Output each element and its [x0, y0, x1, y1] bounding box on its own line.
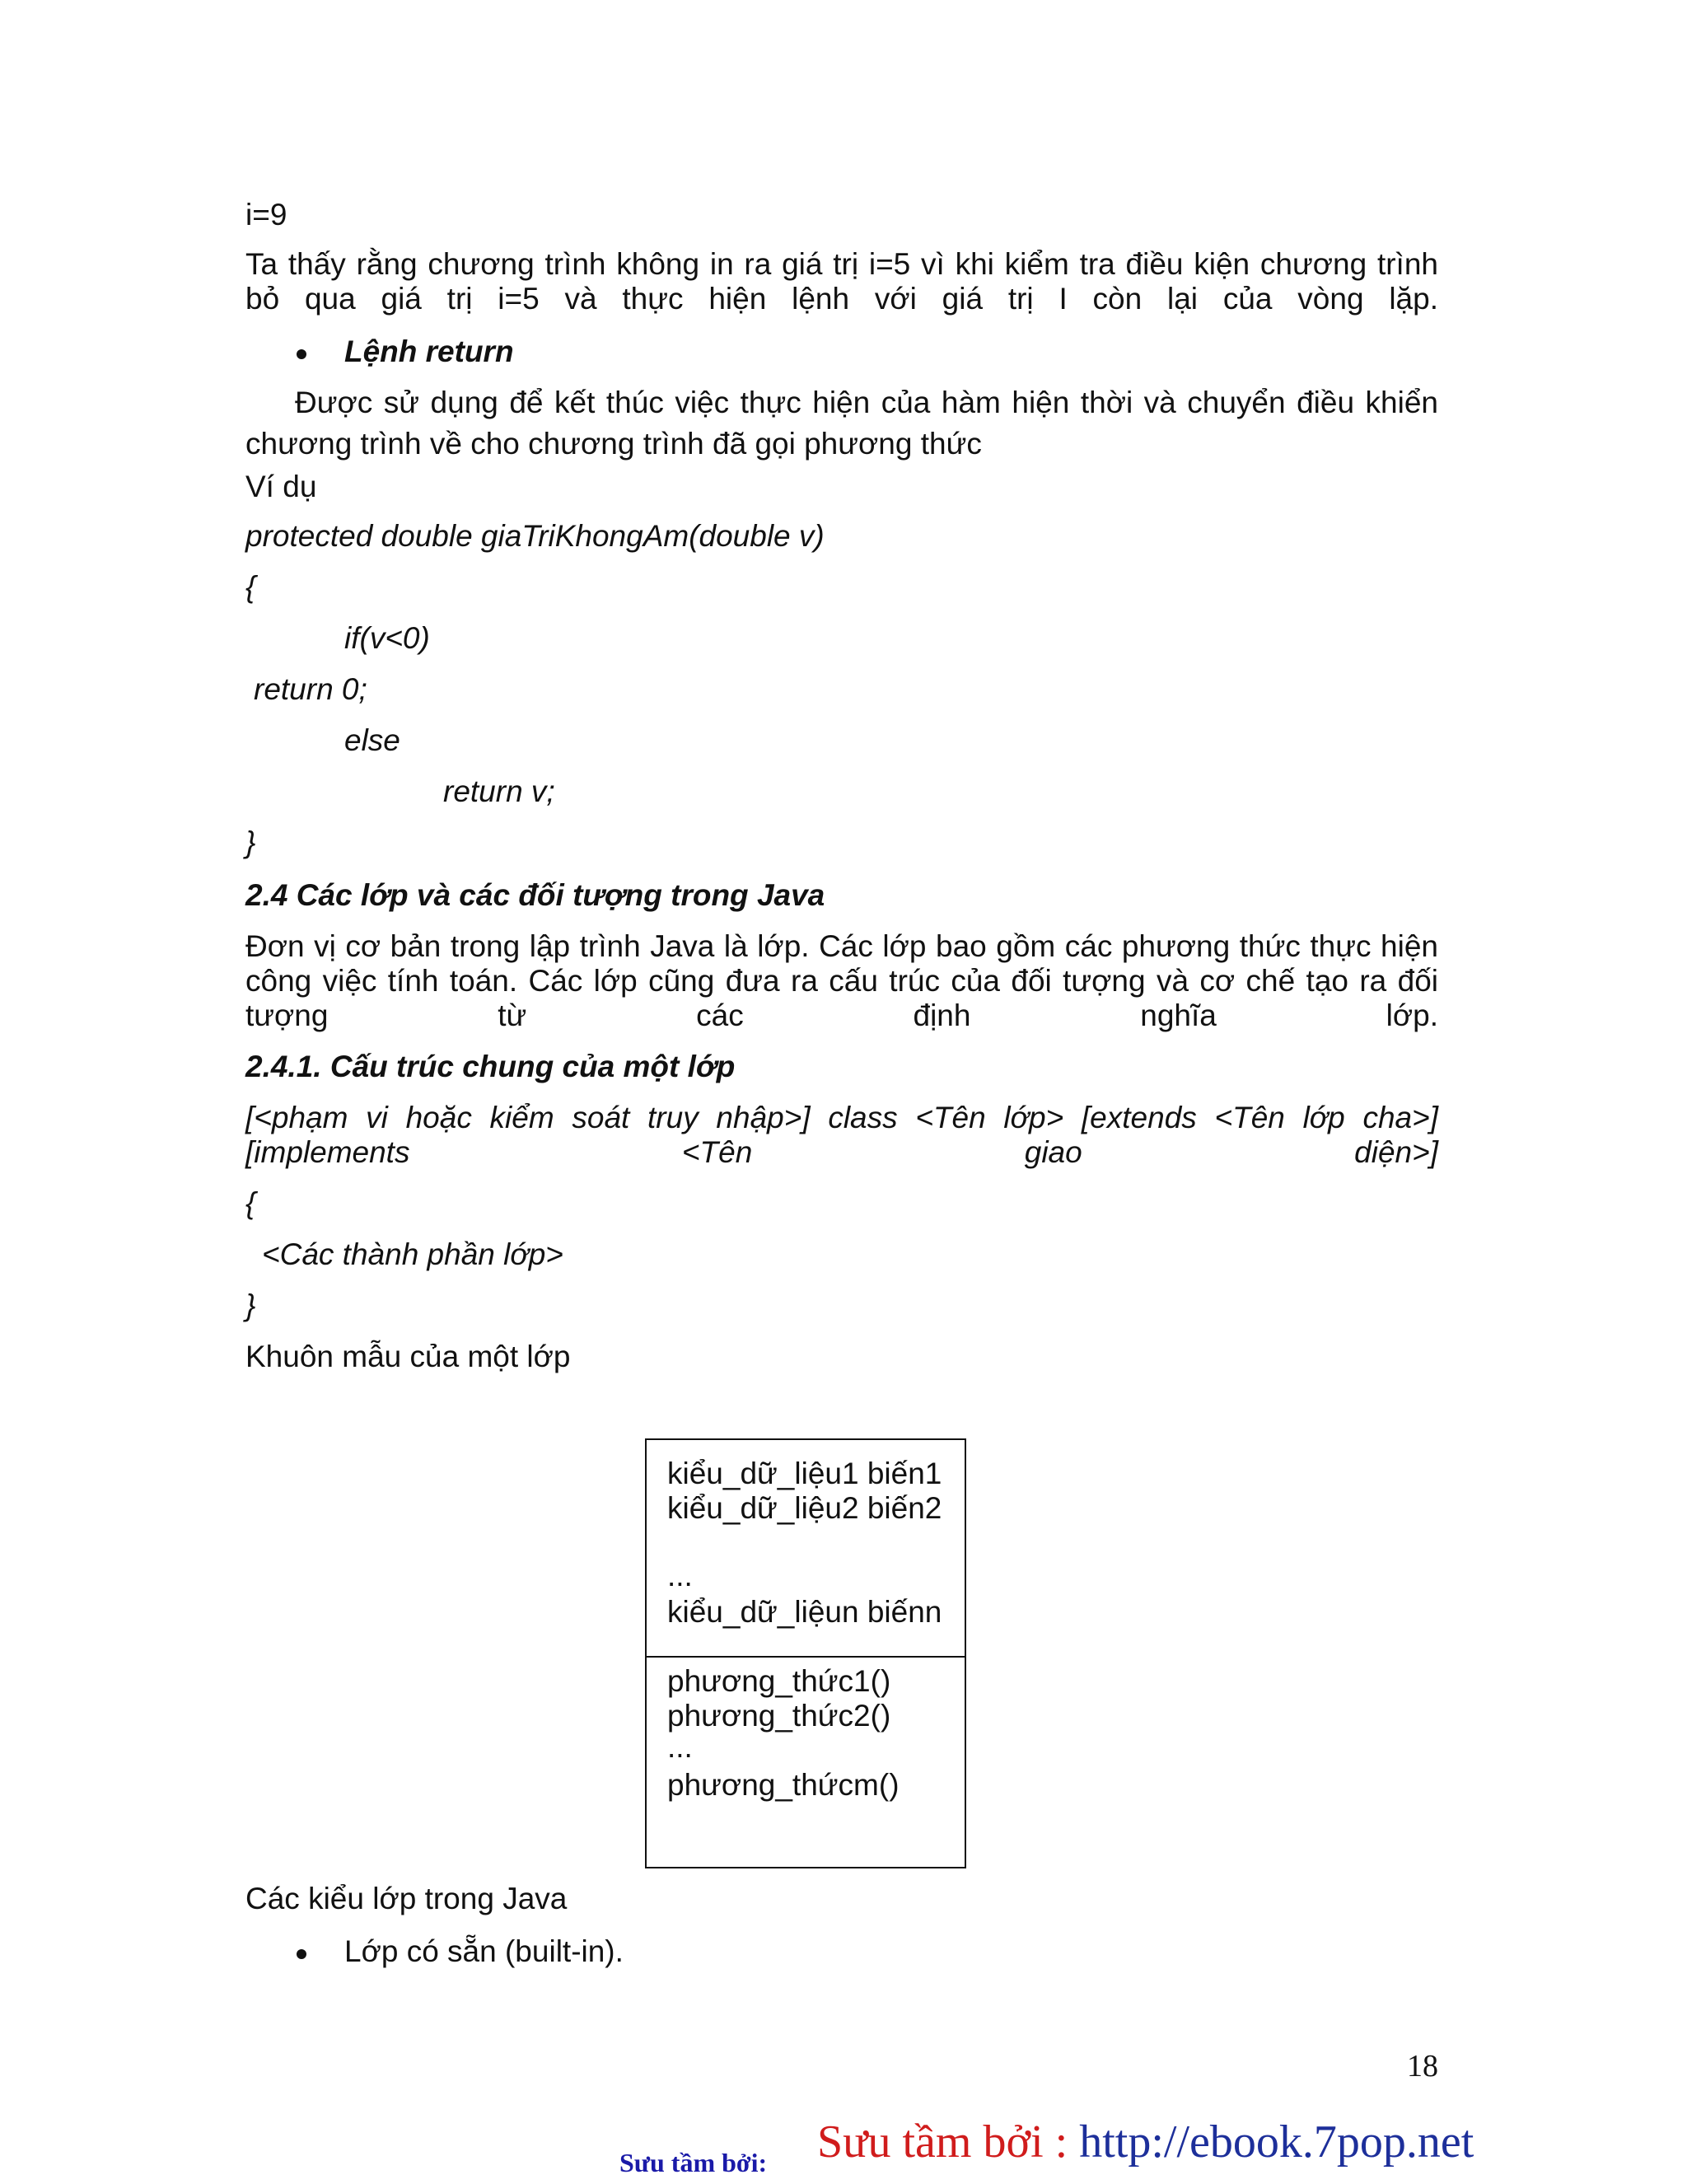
class-syntax: [<phạm vi hoặc kiểm soát truy nhập>] class <Tên lớp> [extends <Tên lớp cha>] [implements <Tên giao diện>] [245, 1101, 1438, 1169]
code-line: protected double giaTriKhongAm(double v) [245, 519, 825, 553]
bullet-builtin: Lớp có sẵn (built-in). [344, 1934, 624, 1968]
output-line-i9: i=9 [245, 198, 287, 231]
class-method: phương_thức1() [667, 1664, 891, 1698]
code-line: { [245, 1186, 256, 1220]
code-line: } [245, 1288, 256, 1322]
bullet-return-heading: Lệnh return [344, 334, 514, 368]
code-line: <Các thành phần lớp> [262, 1237, 563, 1271]
class-method: phương_thức2() [667, 1699, 891, 1733]
section-heading-2-4-1: 2.4.1. Cấu trúc chung của một lớp [245, 1050, 736, 1083]
code-line: } [245, 825, 256, 859]
page-number: 18 [1407, 2049, 1438, 2083]
paragraph-continue-explanation: Ta thấy rằng chương trình không in ra giá trị i=5 vì khi kiểm tra điều kiện chương trình bỏ qua giá trị i=5 và thực hiện lệnh với giá trị I còn lại của vòng lặp. [245, 247, 1438, 316]
paragraph-class-intro: Đơn vị cơ bản trong lập trình Java là lớp. Các lớp bao gồm các phương thức thực hiện công việc tính toán. Các lớp cũng đưa ra cấu trúc của đối tượng và cơ chế tạo ra đối tượng từ các định nghĩa lớp. [245, 929, 1438, 1032]
bullet-dot [297, 349, 306, 359]
class-field: kiểu_dữ_liệun biếnn [667, 1595, 942, 1629]
footer-credit-prefix: Sưu tầm bởi : [817, 2116, 1080, 2168]
footer-credit-link[interactable]: http://ebook.7pop.net [1079, 2116, 1474, 2168]
class-template-label: Khuôn mẫu của một lớp [245, 1340, 571, 1373]
box-divider [647, 1656, 965, 1658]
code-line: if(v<0) [344, 621, 430, 655]
class-method: ... [667, 1730, 693, 1764]
bullet-dot [297, 1949, 306, 1959]
code-line: return 0; [254, 672, 367, 706]
paragraph-return-line1: Được sử dụng để kết thúc việc thực hiện của hàm hiện thời và chuyển điều khiển [295, 386, 1438, 419]
class-types-label: Các kiểu lớp trong Java [245, 1882, 568, 1915]
footer-credit-small: Sưu tầm bởi: [619, 2148, 768, 2177]
section-heading-2-4: 2.4 Các lớp và các đối tượng trong Java [245, 878, 825, 912]
code-line: else [344, 723, 400, 757]
class-method: phương_thứcm() [667, 1768, 900, 1802]
class-field: kiểu_dữ_liệu2 biến2 [667, 1491, 942, 1525]
example-label: Ví dụ [245, 470, 317, 503]
code-line: return v; [443, 774, 555, 808]
code-line: { [245, 570, 256, 604]
paragraph-return-line2: chương trình về cho chương trình đã gọi phương thức [245, 427, 982, 461]
class-template-box [645, 1438, 966, 1868]
footer-credit [817, 2116, 1474, 2168]
class-field: ... [667, 1559, 693, 1592]
class-field: kiểu_dữ_liệu1 biến1 [667, 1457, 942, 1490]
